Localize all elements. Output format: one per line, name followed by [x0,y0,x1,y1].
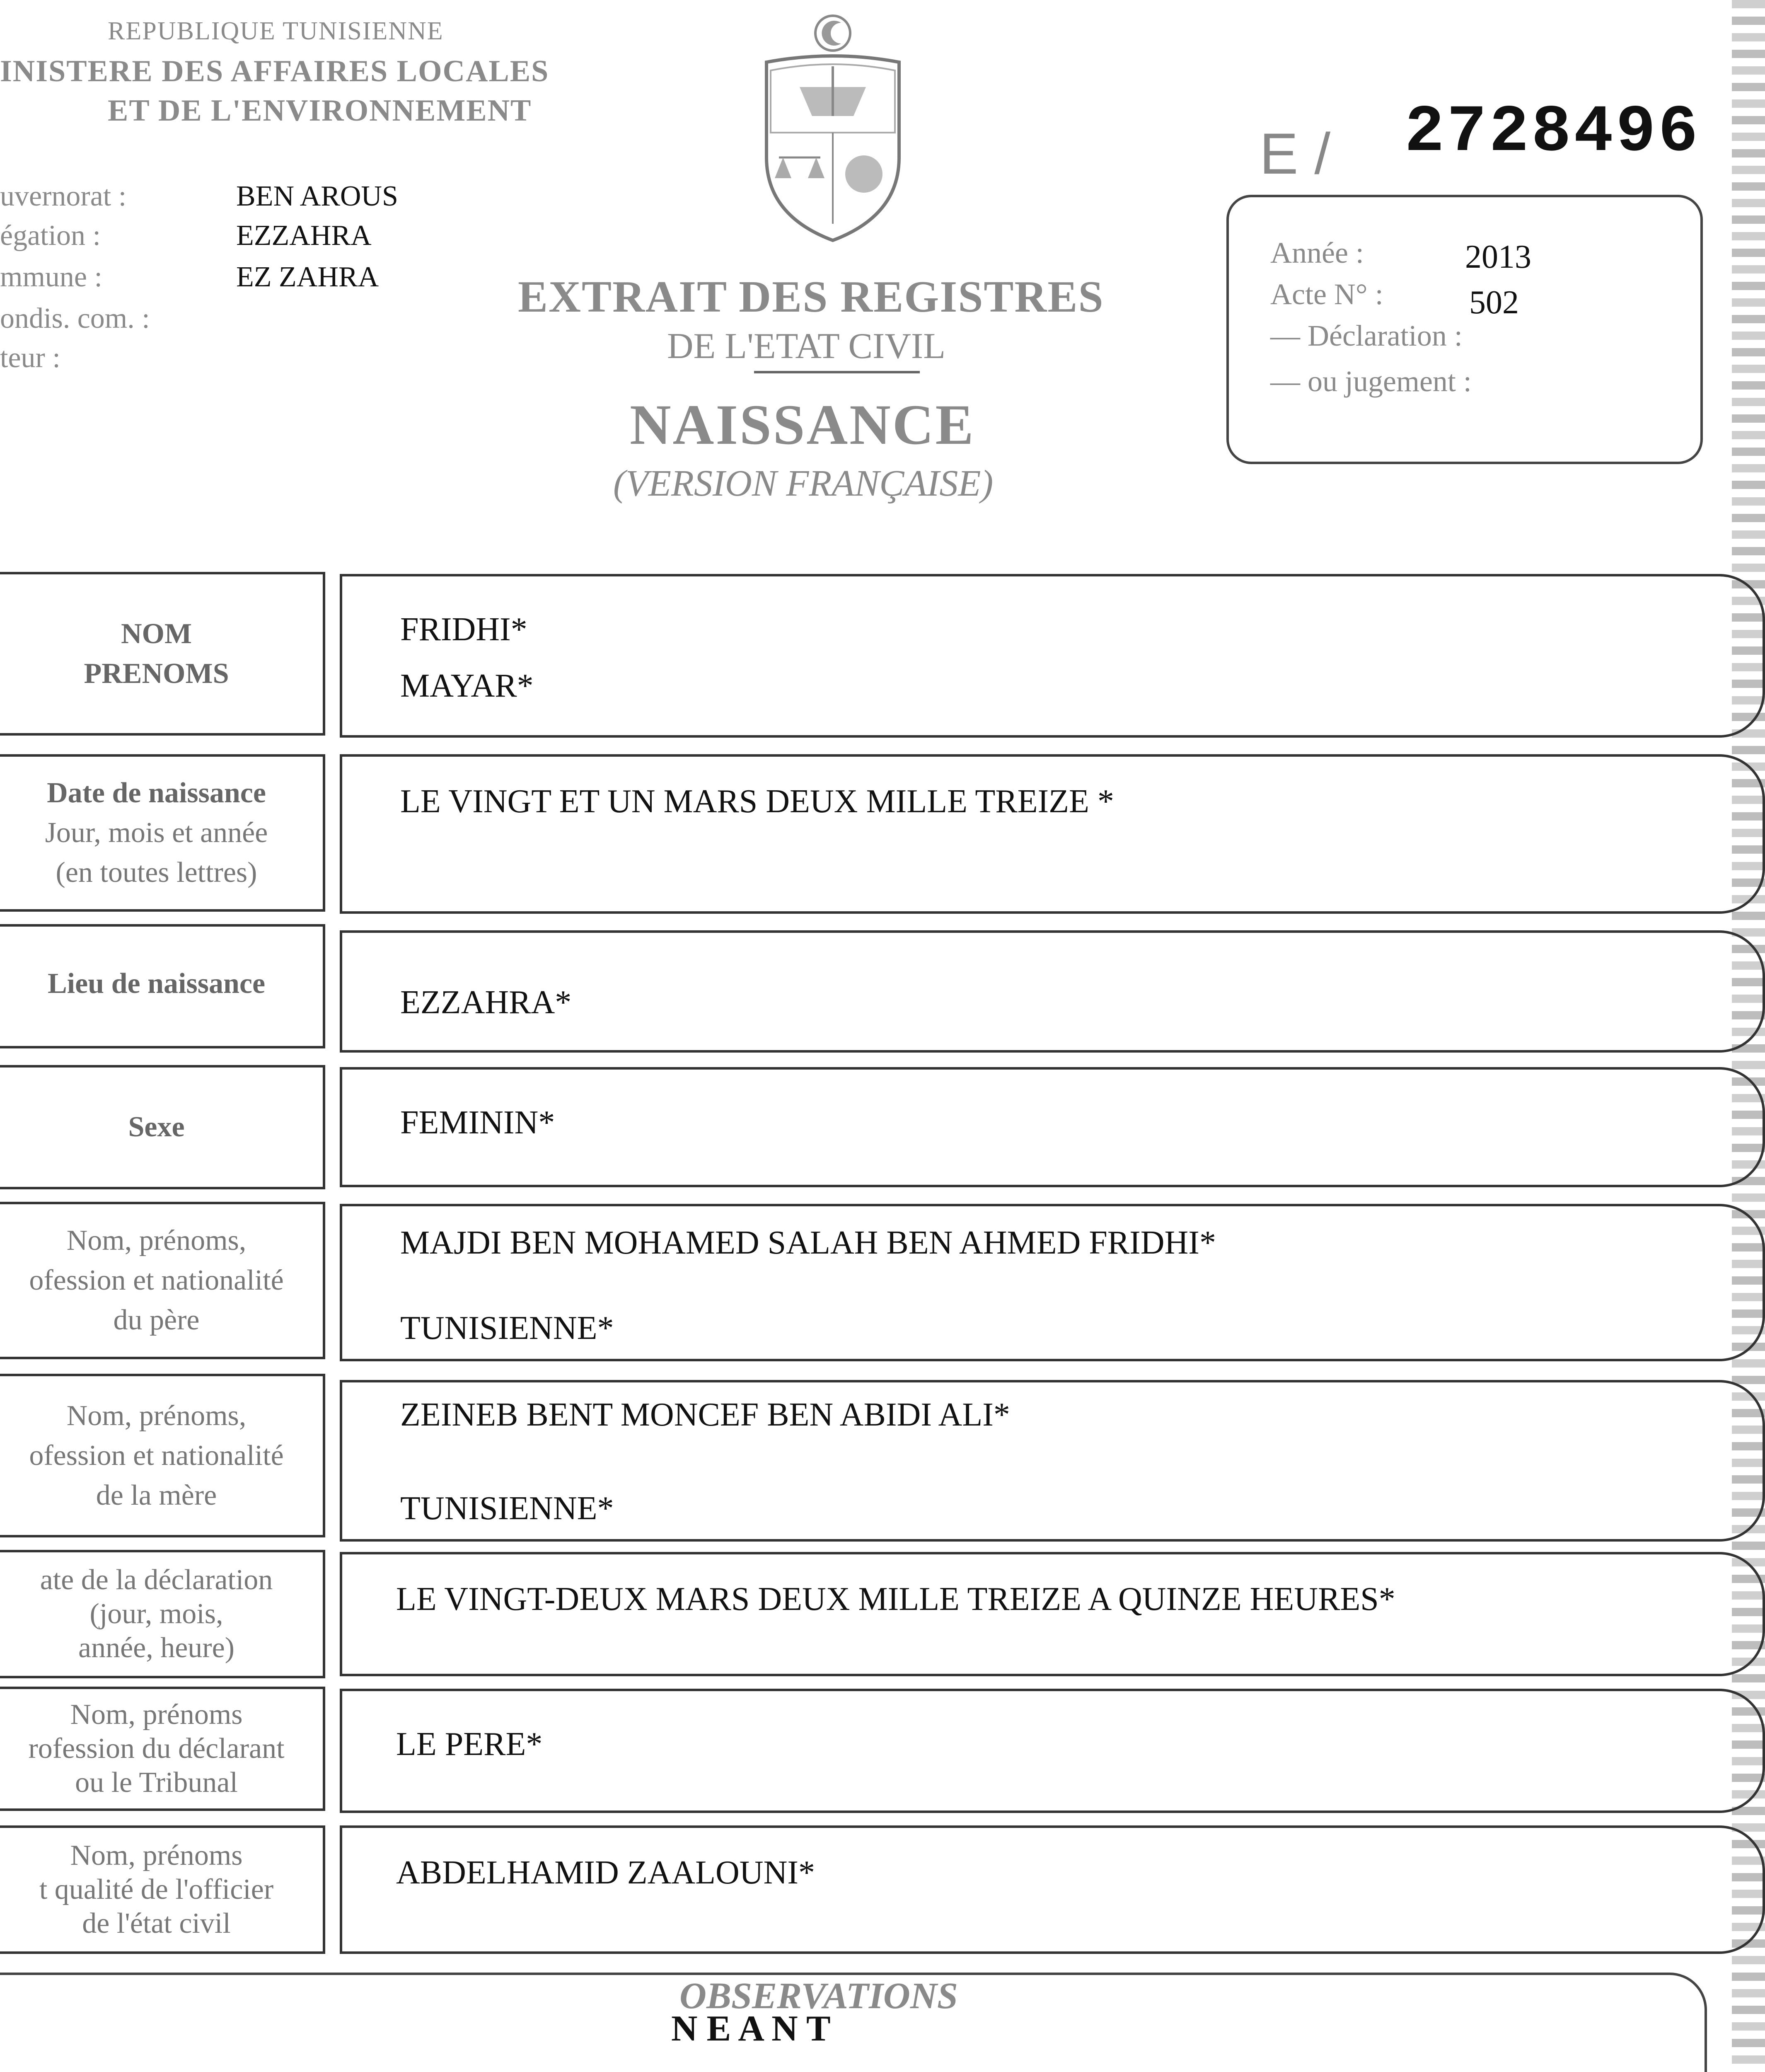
serial-number: 2728496 [1405,95,1701,170]
officier-label-2: t qualité de l'officier [39,1874,274,1905]
declaration-date-value: LE VINGT-DEUX MARS DEUX MILLE TREIZE A QUINZE HEURES* [396,1581,1395,1617]
republic-label: REPUBLIQUE TUNISIENNE [108,17,444,45]
date-naissance-value: LE VINGT ET UN MARS DEUX MILLE TREIZE * [400,783,1114,820]
mere-name-value: ZEINEB BENT MONCEF BEN ABIDI ALI* [400,1397,1010,1433]
annee-value: 2013 [1465,239,1531,275]
officier-label-1: Nom, prénoms [70,1840,243,1871]
date-naissance-sublabel-2: (en toutes lettres) [56,857,257,888]
nom-label: NOM [121,617,192,650]
nom-value-box [340,574,1765,738]
declaration-date-value-box [340,1552,1765,1676]
declaration-date-label-3: année, heure) [78,1632,235,1664]
officier-value-box [340,1825,1765,1954]
document-title: EXTRAIT DES REGISTRES [518,272,1104,322]
date-naissance-label-box [0,754,325,912]
lieu-label: Lieu de naissance [47,968,266,1000]
serial-prefix: E / [1260,121,1331,186]
mere-label-3: de la mère [96,1479,217,1511]
declaration-date-label-box [0,1550,325,1678]
registry-box [1226,195,1703,464]
sexe-value-box [340,1067,1765,1187]
mere-value-box [340,1380,1765,1542]
mere-nationality-value: TUNISIENNE* [400,1490,614,1527]
acte-label: Acte N° : [1270,278,1383,311]
mere-label-1: Nom, prénoms, [66,1399,247,1432]
ministry-line-2: ET DE L'ENVIRONNEMENT [108,94,532,128]
pere-label-box [0,1202,325,1359]
declarant-label-3: ou le Tribunal [75,1767,238,1798]
sexe-label-box [0,1065,325,1189]
jugement-label: — ou jugement : [1270,365,1472,398]
coat-of-arms-emblem [754,8,912,249]
annee-label: Année : [1270,236,1364,269]
lieu-value-box [340,930,1765,1053]
pere-name-value: MAJDI BEN MOHAMED SALAH BEN AHMED FRIDHI* [400,1225,1216,1261]
declarant-label-box [0,1687,325,1811]
title-rule [754,371,920,373]
commune-value: EZ ZAHRA [236,261,379,293]
officier-label-3: de l'état civil [82,1907,231,1939]
version-label: (VERSION FRANÇAISE) [613,463,994,504]
pere-label-2: ofession et nationalité [29,1264,284,1296]
lieu-label-box [0,924,325,1048]
naissance-title: NAISSANCE [630,393,975,456]
delegation-label: égation : [0,220,101,252]
pere-label-3: du père [113,1304,200,1336]
date-naissance-label: Date de naissance [47,777,266,809]
acte-value: 502 [1469,284,1519,321]
mere-label-box [0,1374,325,1537]
sexe-label: Sexe [128,1111,185,1143]
declaration-label: — Déclaration : [1270,319,1463,352]
gouvernorat-value: BEN AROUS [236,180,398,212]
gouvernorat-label: uvernorat : [0,180,127,212]
nom-label-box [0,572,325,736]
arrondissement-label: ondis. com. : [0,303,150,334]
declaration-date-label-1: ate de la déclaration [40,1564,273,1596]
prenoms-label: PRENOMS [84,657,229,690]
declarant-value: LE PERE* [396,1726,543,1762]
pere-nationality-value: TUNISIENNE* [400,1310,614,1346]
document-subtitle: DE L'ETAT CIVIL [667,326,945,366]
nom-value: FRIDHI* [400,611,527,648]
lieu-value: EZZAHRA* [400,984,572,1021]
secteur-label: teur : [0,342,60,374]
mere-label-2: ofession et nationalité [29,1439,284,1472]
observations-value: N E A N T [671,2009,831,2049]
commune-label: mmune : [0,261,102,293]
officier-label-box [0,1825,325,1954]
ministry-line-1: INISTERE DES AFFAIRES LOCALES [0,54,549,88]
declaration-date-label-2: (jour, mois, [89,1598,223,1630]
declarant-label-1: Nom, prénoms [70,1699,243,1731]
delegation-value: EZZAHRA [236,220,372,252]
prenoms-value: MAYAR* [400,668,534,704]
observations-title: OBSERVATIONS [679,1975,958,2016]
declarant-value-box [340,1689,1765,1813]
pere-value-box [340,1204,1765,1361]
declarant-label-2: rofession du déclarant [28,1733,285,1765]
date-naissance-value-box [340,754,1765,914]
officier-value: ABDELHAMID ZAALOUNI* [396,1854,815,1891]
date-naissance-sublabel: Jour, mois et année [45,817,268,849]
sexe-value: FEMININ* [400,1104,555,1141]
pere-label-1: Nom, prénoms, [66,1225,247,1256]
